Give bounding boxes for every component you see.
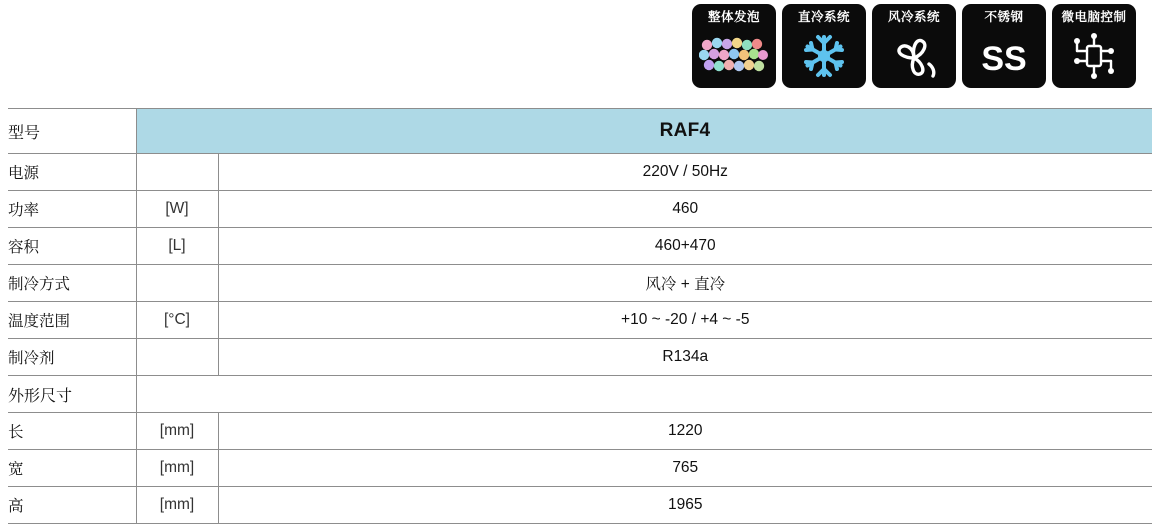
row-unit-temperature-range: [°C] <box>136 302 218 339</box>
row-label-model: 型号 <box>8 109 136 154</box>
row-label-dimensions: 外形尺寸 <box>8 376 136 413</box>
row-label-temperature-range: 温度范围 <box>8 302 136 339</box>
table-section-row-dimensions <box>8 376 1152 413</box>
specification-table <box>8 108 1152 524</box>
feature-badge-fan-cooling <box>872 4 956 88</box>
row-value-cooling-type: 风冷 + 直冷 <box>218 265 1152 302</box>
table-row-model <box>8 109 1152 154</box>
feature-badge-foam <box>692 4 776 88</box>
row-unit-wattage: [W] <box>136 191 218 228</box>
row-label-height: 高 <box>8 487 136 524</box>
feature-badge-foam-label: 整体发泡 <box>707 10 760 24</box>
feature-badge-fan-cooling-label: 风冷系统 <box>887 10 940 24</box>
row-unit-height: [mm] <box>136 487 218 524</box>
table-row <box>8 265 1152 302</box>
ss-glyph: SS <box>981 40 1027 78</box>
table-row <box>8 191 1152 228</box>
row-value-refrigerant: R134a <box>218 339 1152 376</box>
row-unit-dimensions <box>136 376 218 413</box>
row-value-height: 1965 <box>218 487 1152 524</box>
row-unit-capacity: [L] <box>136 228 218 265</box>
table-row <box>8 154 1152 191</box>
row-value-temperature-range: +10 ~ -20 / +4 ~ -5 <box>218 302 1152 339</box>
table-row <box>8 228 1152 265</box>
row-label-cooling-type: 制冷方式 <box>8 265 136 302</box>
foam-bubbles-icon <box>692 24 776 88</box>
fan-airflow-icon <box>872 24 956 88</box>
table-row <box>8 413 1152 450</box>
row-unit-length: [mm] <box>136 413 218 450</box>
row-value-model: RAF4 <box>218 109 1152 154</box>
table-row <box>8 487 1152 524</box>
row-value-dimensions <box>218 376 1152 413</box>
row-value-power-supply: 220V / 50Hz <box>218 154 1152 191</box>
feature-badge-microcomputer <box>1052 4 1136 88</box>
row-unit-model <box>136 109 218 154</box>
row-unit-refrigerant <box>136 339 218 376</box>
feature-badge-stainless-steel <box>962 4 1046 88</box>
snowflake-icon <box>782 24 866 88</box>
row-value-wattage: 460 <box>218 191 1152 228</box>
feature-badge-row <box>692 4 1136 88</box>
ss-text-icon <box>962 24 1046 88</box>
feature-badge-stainless-steel-label: 不锈钢 <box>984 10 1024 24</box>
feature-badge-direct-cooling <box>782 4 866 88</box>
row-value-length: 1220 <box>218 413 1152 450</box>
row-value-width: 765 <box>218 450 1152 487</box>
table-row <box>8 339 1152 376</box>
microchip-icon <box>1052 24 1136 88</box>
row-unit-width: [mm] <box>136 450 218 487</box>
row-unit-cooling-type <box>136 265 218 302</box>
row-unit-power-supply <box>136 154 218 191</box>
row-label-wattage: 功率 <box>8 191 136 228</box>
row-label-capacity: 容积 <box>8 228 136 265</box>
table-row <box>8 450 1152 487</box>
row-label-power-supply: 电源 <box>8 154 136 191</box>
row-value-capacity: 460+470 <box>218 228 1152 265</box>
table-row <box>8 302 1152 339</box>
feature-badge-direct-cooling-label: 直冷系统 <box>797 10 850 24</box>
row-label-refrigerant: 制冷剂 <box>8 339 136 376</box>
row-label-length: 长 <box>8 413 136 450</box>
row-label-width: 宽 <box>8 450 136 487</box>
feature-badge-microcomputer-label: 微电脑控制 <box>1061 10 1127 24</box>
